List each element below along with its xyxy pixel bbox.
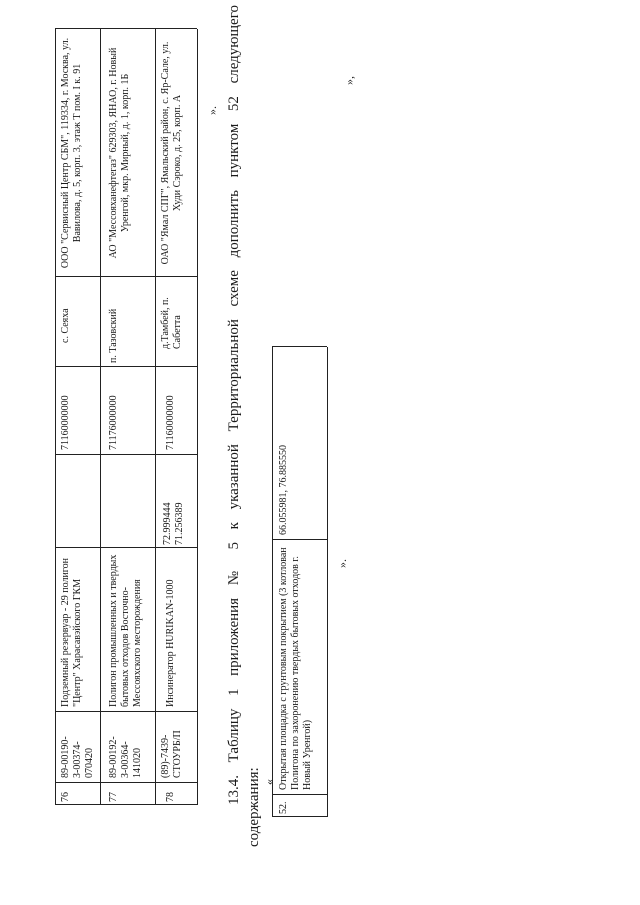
locality: с. Сеяха — [60, 308, 71, 343]
row-divider — [100, 29, 101, 805]
amendment-paragraph-line1: 13.4. Таблицу 1 приложения № 5 к указанной Территориальной схеме дополнить пунктом 52 следующего — [226, 5, 242, 805]
row-number: 52. — [278, 801, 289, 814]
facility-name: Подземный резервуар - 29 полигон "Центр" Харасавэйского ГКМ — [60, 557, 83, 707]
stray-mark: », — [342, 76, 356, 85]
operator-info: АО "Мессояханефтегаз" 629303, ЯНАО, г. Новый Уренгой, мкр. Мирный, д. 1, корп. 1Б — [108, 47, 131, 259]
opening-quote: « — [262, 779, 276, 785]
table-border-bottom — [327, 347, 328, 817]
facility-name: Инсинератор HURIKAN-1000 — [165, 579, 176, 707]
operator-info: ООО "Сервисный Центр СБМ", 119334, г. Москва, ул. Вавилова, д. 5, корп. 3, этаж Т пом. I к. 91 — [60, 37, 83, 269]
table-border-bottom — [197, 29, 198, 805]
locality: п. Тазовский — [108, 308, 119, 363]
column-divider — [55, 366, 197, 367]
column-divider — [272, 794, 327, 795]
row-number: 78 — [165, 792, 176, 802]
oktmo-code: 71160000000 — [60, 395, 71, 450]
closing-quote: ». — [335, 559, 349, 568]
oktmo-code: 71160000000 — [165, 395, 176, 450]
table-border-top — [55, 29, 56, 805]
closing-quote: ». — [205, 106, 219, 115]
site-description: Открытая площадка с грунтовым покрытием (3 котлован Полигона по захоронению твердых бытовых отходов г. Новый Уренгой) — [278, 547, 313, 790]
column-divider — [272, 539, 327, 540]
locality: д.Тамбей, п. Сабетта — [160, 297, 183, 349]
coordinates: 66.055981, 76.885550 — [278, 445, 289, 535]
column-divider — [55, 454, 197, 455]
registry-code: (89)-7439-СТОУРБ/П — [160, 730, 183, 778]
column-divider — [55, 711, 197, 712]
column-divider — [272, 346, 327, 347]
column-divider — [55, 276, 197, 277]
column-divider — [55, 804, 197, 805]
column-divider — [55, 782, 197, 783]
row-number: 77 — [108, 792, 119, 802]
column-divider — [272, 816, 327, 817]
column-divider — [55, 28, 197, 29]
oktmo-code: 71176000000 — [108, 395, 119, 450]
registry-code: 89-00190-З-00374-070420 — [60, 736, 95, 778]
amendment-paragraph-line2: содержания: — [246, 767, 262, 847]
coordinates: 72.999444 71.256389 — [162, 502, 185, 545]
table-border-top — [272, 347, 273, 817]
column-divider — [55, 547, 197, 548]
registry-code: 89-00192-З-00364-141020 — [108, 736, 143, 778]
row-number: 76 — [60, 792, 71, 802]
facility-name: Полигон промышленных и твердых бытовых отходов Восточно-Мессояхского месторождения — [108, 554, 143, 707]
row-divider — [155, 29, 156, 805]
operator-info: ОАО "Ямал СПГ", Ямальский район, с. Яр-Сале, ул. Худи Сэроко, д. 25, корп. А — [160, 41, 183, 265]
